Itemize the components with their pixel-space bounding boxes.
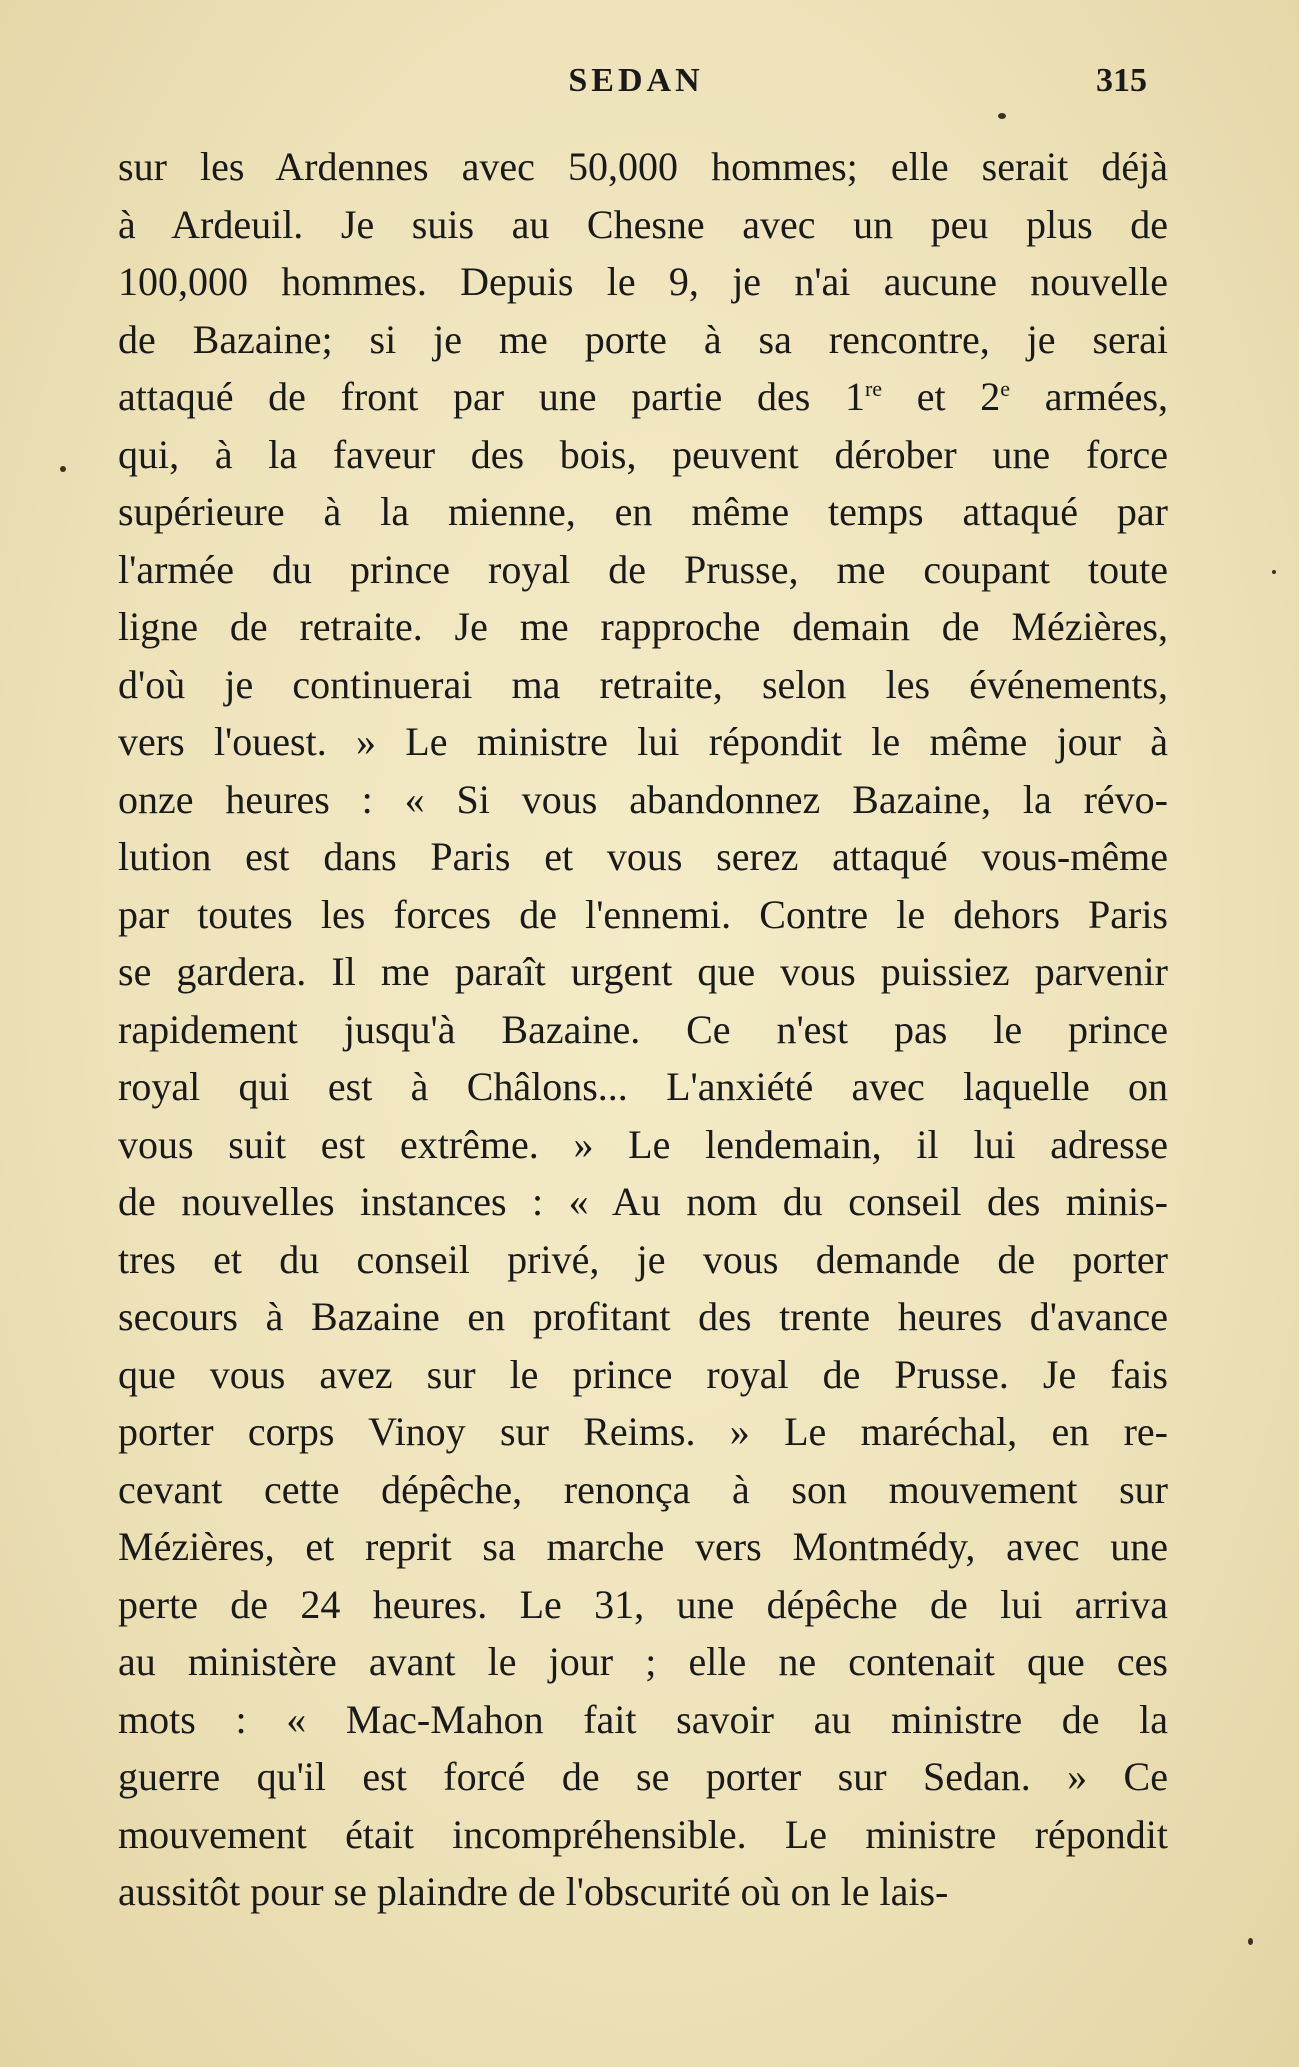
text-line: l'armée du prince royal de Prusse, me coupant toute <box>118 546 1168 592</box>
running-head: SEDAN <box>568 62 704 99</box>
text-line: vous suit est extrême. » Le lendemain, il lui adresse <box>118 1121 1168 1167</box>
text-line: secours à Bazaine en profitant des trente heures d'avance <box>118 1294 1168 1339</box>
text-line: cevant cette dépêche, renonça à son mouvement sur <box>118 1466 1168 1512</box>
text-line: sur les Ardennes avec 50,000 hommes; elle serait déjà <box>118 144 1168 189</box>
text-line: à Ardeuil. Je suis au Chesne avec un peu plus de <box>118 201 1168 247</box>
text-line: mots : « Mac-Mahon fait savoir au ministre de la <box>118 1696 1168 1742</box>
page-header <box>125 62 1147 122</box>
body-text <box>118 138 1168 1921</box>
ink-speck <box>60 466 66 472</box>
ink-speck <box>998 113 1006 119</box>
text-line: de Bazaine; si je me porte à sa rencontre, je serai <box>118 316 1168 362</box>
text-line: qui, à la faveur des bois, peuvent dérober une force <box>118 431 1168 477</box>
text-line: onze heures : « Si vous abandonnez Bazaine, la révo- <box>118 776 1168 822</box>
text-line: mouvement était incompréhensible. Le ministre répondit <box>118 1811 1168 1857</box>
text-line: d'où je continuerai ma retraite, selon les événements, <box>118 661 1168 707</box>
text-line: guerre qu'il est forcé de se porter sur Sedan. » Ce <box>118 1754 1168 1799</box>
text-line: lution est dans Paris et vous serez attaqué vous-même <box>118 834 1168 879</box>
text-line: de nouvelles instances : « Au nom du conseil des minis- <box>118 1179 1168 1224</box>
text-line: 100,000 hommes. Depuis le 9, je n'ai aucune nouvelle <box>118 259 1168 304</box>
text-line: supérieure à la mienne, en même temps attaqué par <box>118 489 1168 534</box>
text-fragment: et 2 <box>882 374 1001 419</box>
text-line-last: aussitôt pour se plaindre de l'obscurité où on le lais- <box>118 1869 949 1914</box>
text-line: porter corps Vinoy sur Reims. » Le maréchal, en re- <box>118 1409 1168 1454</box>
text-line: par toutes les forces de l'ennemi. Contre le dehors Paris <box>118 891 1168 937</box>
ink-speck <box>1248 1938 1253 1945</box>
text-line: perte de 24 heures. Le 31, une dépêche de lui arriva <box>118 1581 1168 1627</box>
text-line: Mézières, et reprit sa marche vers Montmédy, avec une <box>118 1524 1168 1569</box>
superscript: re <box>864 376 883 401</box>
text-line-with-superscripts <box>118 368 1168 426</box>
text-line: au ministère avant le jour ; elle ne contenait que ces <box>118 1639 1168 1684</box>
text-line: se gardera. Il me paraît urgent que vous puissiez parvenir <box>118 949 1168 994</box>
text-fragment: armées, <box>1010 374 1169 419</box>
text-line: royal qui est à Châlons... L'anxiété avec laquelle on <box>118 1064 1168 1109</box>
text-line: vers l'ouest. » Le ministre lui répondit le même jour à <box>118 719 1168 764</box>
ink-speck <box>1272 570 1276 574</box>
page-number: 315 <box>1096 62 1147 99</box>
text-line: que vous avez sur le prince royal de Prusse. Je fais <box>118 1351 1168 1397</box>
text-line: tres et du conseil privé, je vous demande de porter <box>118 1236 1168 1282</box>
text-line: ligne de retraite. Je me rapproche demain de Mézières, <box>118 604 1168 649</box>
text-fragment: attaqué de front par une partie des 1 <box>118 374 865 419</box>
superscript: e <box>1000 376 1011 401</box>
text-line: rapidement jusqu'à Bazaine. Ce n'est pas le prince <box>118 1006 1168 1052</box>
